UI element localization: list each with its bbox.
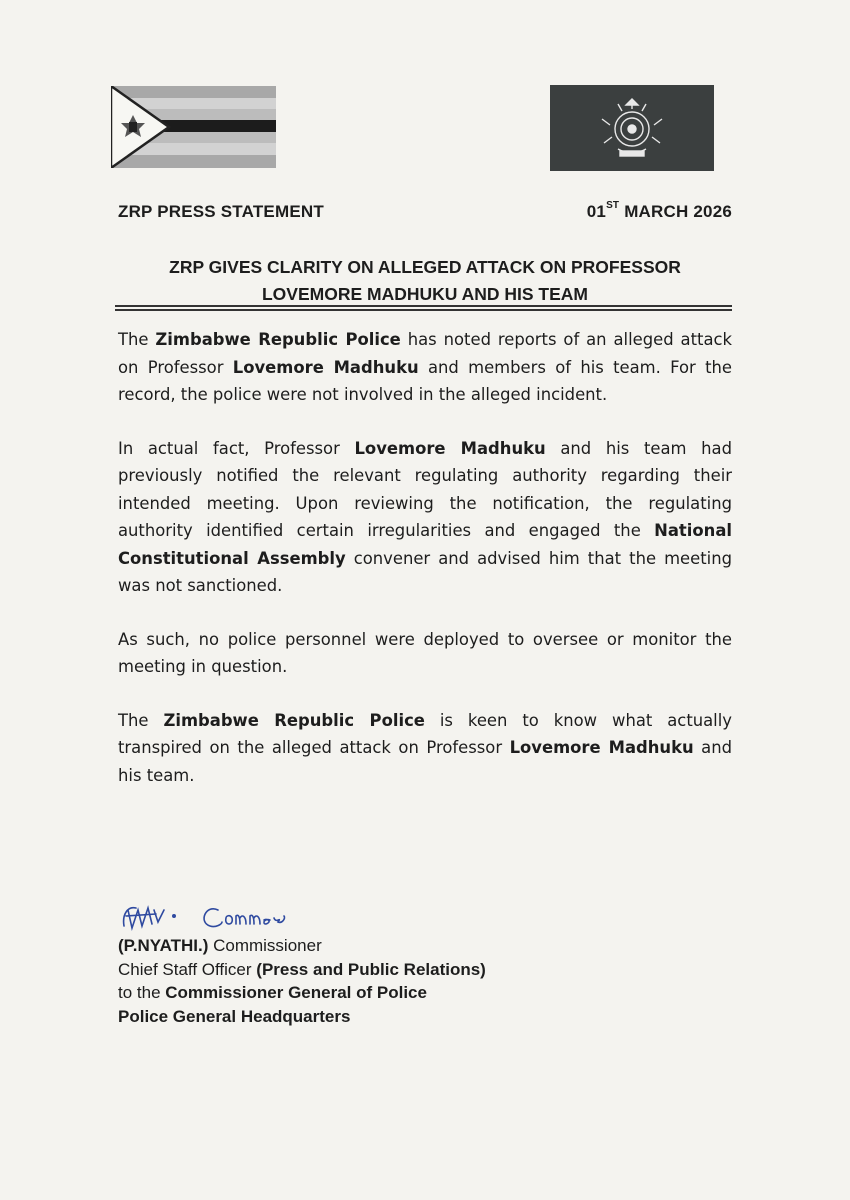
paragraph-3: As such, no police personnel were deployed to oversee or monitor the meeting in question. [118,629,732,676]
title-underline-2 [115,309,732,311]
title-line-2: LOVEMORE MADHUKU AND HIS TEAM [261,284,588,304]
signatory-name: (P.NYATHI.) [118,936,209,955]
signatory-office: to the Commissioner General of Police [118,983,427,1002]
paragraph-2: In actual fact, Professor Lovemore Madhuku and his team had previously notified the relevant regulating authority regarding their intended meeting. Upon reviewing the notification, the regulating authority identified certain irregularities and engaged the National Constitutional Assembly convener and advised him that the meeting was not sanctioned. [118,438,732,595]
statement-date [587,202,732,222]
paragraph-4: The Zimbabwe Republic Police is keen to know what actually transpired on the alleged attack on Professor Lovemore Madhuku and his team. [118,710,733,785]
statement-label: ZRP PRESS STATEMENT [118,202,324,221]
signatory-line [118,934,638,958]
signature-block [118,934,638,1028]
zimbabwe-flag-icon [111,86,276,168]
paragraph-1: The Zimbabwe Republic Police has noted reports of an alleged attack on Professor Lovemore Madhuku and members of his team. For the record, the police were not involved in the alleged incident. [118,330,732,404]
signatory-headquarters: Police General Headquarters [118,1006,351,1026]
signatory-position: Chief Staff Officer (Press and Public Relations) [118,959,486,979]
handwritten-signature [118,896,318,936]
zrp-badge-flag-icon [550,85,714,171]
date-month-year: MARCH 2026 [624,202,732,221]
statement-body [118,326,732,815]
statement-title [100,254,750,308]
title-line-1: ZRP GIVES CLARITY ON ALLEGED ATTACK ON PROFESSOR [169,257,681,277]
date-suffix: ST [606,200,620,212]
signatory-rank: Commissioner [208,936,322,955]
title-underline [115,305,732,307]
date-day: 01 [586,202,607,221]
